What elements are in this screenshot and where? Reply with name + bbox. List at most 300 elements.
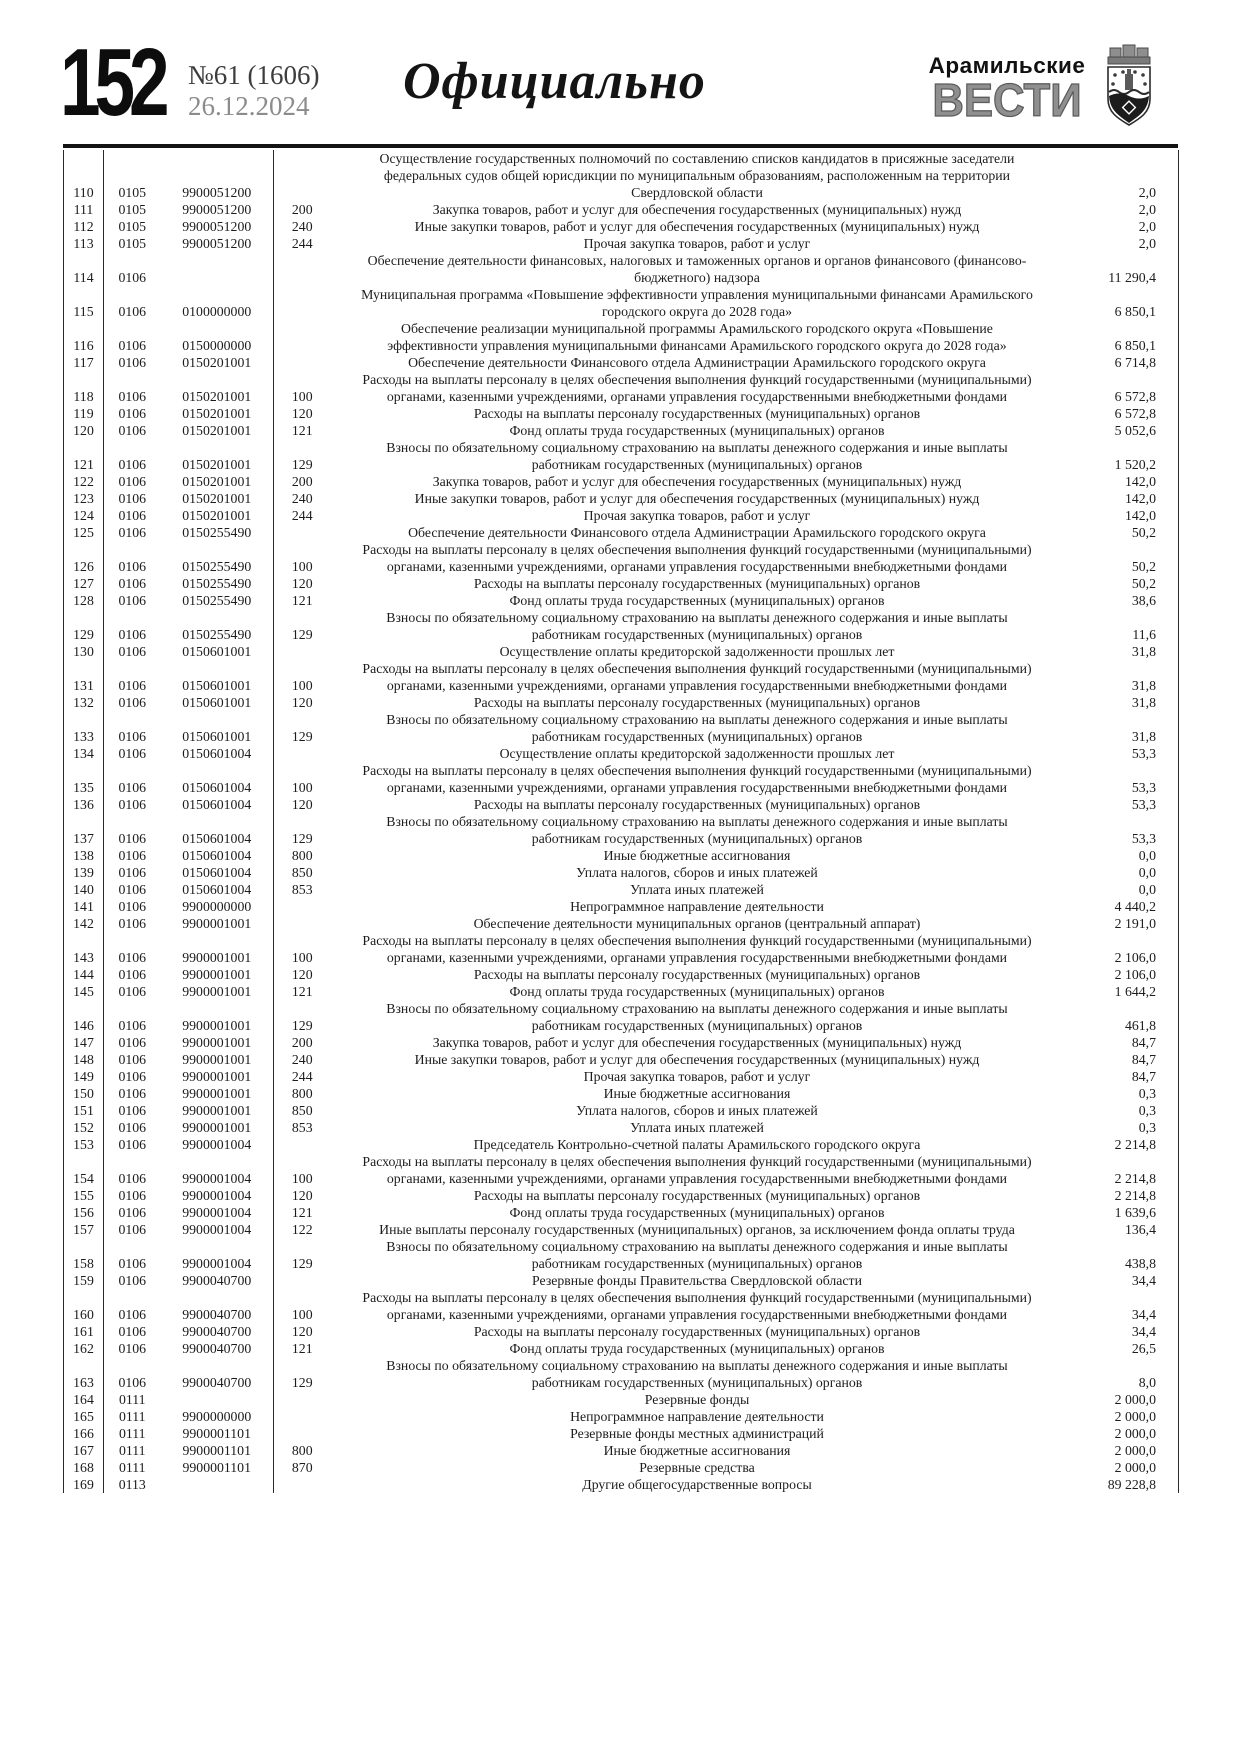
cell-target-article: 0150201001 — [161, 507, 274, 524]
cell-description: Иные бюджетные ассигнования — [603, 848, 791, 863]
cell-section-code: 0106 — [118, 1375, 147, 1390]
cell-description: Резервные фонды — [644, 1392, 750, 1407]
table-row — [64, 1187, 1179, 1204]
cell-expense-type: 120 — [291, 1188, 313, 1203]
cell-description: Фонд оплаты труда государственных (муниципальных) органов — [509, 984, 885, 999]
cell-section-code: 0106 — [118, 967, 147, 982]
cell-amount: 2 000,0 — [1114, 1443, 1156, 1458]
cell-amount: 34,4 — [1131, 1307, 1156, 1322]
cell-target-article: 0150601004 — [161, 745, 274, 762]
cell-amount: 11,6 — [1132, 627, 1156, 642]
cell-row-number: 149 — [64, 1068, 104, 1085]
cell-target-article: 0150255490 — [161, 609, 274, 643]
cell-section-code: 0105 — [118, 219, 147, 234]
cell-target-article: 9900001101 — [161, 1425, 274, 1442]
cell-target-article: 9900001001 — [161, 983, 274, 1000]
cell-description: Взносы по обязательному социальному страхованию на выплаты денежного содержания и иные выплаты работникам государственных (муниципальных) органов — [386, 1239, 1008, 1271]
cell-section-code: 0111 — [118, 1443, 146, 1458]
cell-description: Прочая закупка товаров, работ и услуг — [583, 236, 811, 251]
cell-row-number: 151 — [64, 1102, 104, 1119]
cell-row-number: 137 — [64, 813, 104, 847]
cell-description: Фонд оплаты труда государственных (муниципальных) органов — [509, 423, 885, 438]
table-row — [64, 524, 1179, 541]
cell-target-article: 9900001004 — [161, 1204, 274, 1221]
cell-expense-type: 129 — [291, 831, 313, 846]
cell-amount: 34,4 — [1131, 1324, 1156, 1339]
cell-description: Обеспечение деятельности муниципальных органов (центральный аппарат) — [473, 916, 921, 931]
cell-expense-type: 120 — [291, 695, 313, 710]
cell-row-number: 111 — [64, 201, 104, 218]
table-row — [64, 150, 1179, 201]
table-row — [64, 1323, 1179, 1340]
cell-expense-type: 121 — [291, 984, 313, 999]
cell-section-code: 0111 — [118, 1392, 146, 1407]
cell-row-number: 126 — [64, 541, 104, 575]
cell-amount: 2 106,0 — [1114, 967, 1156, 982]
cell-amount: 2 106,0 — [1114, 950, 1156, 965]
cell-description: Расходы на выплаты персоналу государственных (муниципальных) органов — [473, 695, 921, 710]
cell-description: Фонд оплаты труда государственных (муниципальных) органов — [509, 593, 885, 608]
cell-amount: 26,5 — [1131, 1341, 1156, 1356]
cell-expense-type: 121 — [291, 593, 313, 608]
cell-row-number: 159 — [64, 1272, 104, 1289]
cell-expense-type: 240 — [291, 491, 313, 506]
cell-description: Осуществление государственных полномочий по составлению списков кандидатов в присяжные заседатели федеральных судов общей юрисдикции по муниципальным образованиям, расположенным на территории Свердловской области — [379, 151, 1015, 200]
cell-section-code: 0106 — [118, 1307, 147, 1322]
cell-section-code: 0106 — [118, 1120, 147, 1135]
cell-expense-type: 129 — [291, 1256, 313, 1271]
cell-section-code: 0106 — [118, 457, 147, 472]
cell-section-code: 0105 — [118, 185, 147, 200]
cell-description: Муниципальная программа «Повышение эффективности управления муниципальными финансами Арамильского городского округа до 2028 года» — [361, 287, 1033, 319]
cell-section-code: 0106 — [118, 746, 147, 761]
cell-target-article: 9900040700 — [161, 1323, 274, 1340]
cell-row-number: 169 — [64, 1476, 104, 1493]
cell-expense-type: 129 — [291, 457, 313, 472]
cell-description: Иные бюджетные ассигнования — [603, 1086, 791, 1101]
cell-row-number: 125 — [64, 524, 104, 541]
cell-target-article: 0150601004 — [161, 847, 274, 864]
cell-target-article — [161, 1476, 274, 1493]
cell-expense-type: 100 — [291, 559, 313, 574]
cell-description: Расходы на выплаты персоналу государственных (муниципальных) органов — [473, 1324, 921, 1339]
cell-target-article: 0150601001 — [161, 711, 274, 745]
cell-section-code: 0106 — [118, 406, 147, 421]
cell-section-code: 0106 — [118, 678, 147, 693]
cell-description: Обеспечение деятельности финансовых, налоговых и таможенных органов и органов финансового (финансово-бюджетного) надзора — [367, 253, 1027, 285]
cell-target-article: 0150601004 — [161, 881, 274, 898]
cell-section-code: 0111 — [118, 1409, 146, 1424]
cell-row-number: 116 — [64, 320, 104, 354]
cell-amount: 89 228,8 — [1107, 1477, 1156, 1492]
cell-row-number: 138 — [64, 847, 104, 864]
cell-expense-type: 244 — [291, 508, 313, 523]
table-row — [64, 643, 1179, 660]
cell-row-number: 118 — [64, 371, 104, 405]
cell-section-code: 0106 — [118, 1018, 147, 1033]
cell-description: Иные закупки товаров, работ и услуг для обеспечения государственных (муниципальных) нужд — [414, 1052, 980, 1067]
cell-amount: 1 639,6 — [1114, 1205, 1156, 1220]
cell-target-article: 0150201001 — [161, 422, 274, 439]
cell-expense-type — [274, 1272, 331, 1289]
cell-description: Расходы на выплаты персоналу государственных (муниципальных) органов — [473, 406, 921, 421]
cell-description: Взносы по обязательному социальному страхованию на выплаты денежного содержания и иные выплаты работникам государственных (муниципальных) органов — [386, 610, 1008, 642]
cell-amount: 0,3 — [1138, 1086, 1156, 1101]
table-row — [64, 966, 1179, 983]
table-row — [64, 1238, 1179, 1272]
cell-row-number: 134 — [64, 745, 104, 762]
cell-expense-type: 100 — [291, 1307, 313, 1322]
cell-target-article — [161, 252, 274, 286]
cell-amount: 2 000,0 — [1114, 1409, 1156, 1424]
cell-amount: 0,0 — [1138, 848, 1156, 863]
cell-row-number: 121 — [64, 439, 104, 473]
cell-section-code: 0106 — [118, 1069, 147, 1084]
cell-row-number: 129 — [64, 609, 104, 643]
cell-section-code: 0106 — [118, 644, 147, 659]
cell-section-code: 0106 — [118, 797, 147, 812]
cell-row-number: 133 — [64, 711, 104, 745]
table-row — [64, 1357, 1179, 1391]
cell-row-number: 146 — [64, 1000, 104, 1034]
cell-amount: 84,7 — [1131, 1069, 1156, 1084]
table-row — [64, 235, 1179, 252]
cell-amount: 1 520,2 — [1114, 457, 1156, 472]
table-row — [64, 1272, 1179, 1289]
table-row — [64, 881, 1179, 898]
cell-row-number: 114 — [64, 252, 104, 286]
cell-expense-type: 129 — [291, 627, 313, 642]
table-row — [64, 1051, 1179, 1068]
cell-target-article: 9900051200 — [161, 218, 274, 235]
cell-target-article: 9900001001 — [161, 1000, 274, 1034]
table-row — [64, 898, 1179, 915]
cell-target-article: 0150601004 — [161, 813, 274, 847]
cell-description: Расходы на выплаты персоналу государственных (муниципальных) органов — [473, 1188, 921, 1203]
cell-expense-type — [274, 286, 331, 320]
cell-amount: 142,0 — [1124, 491, 1156, 506]
cell-target-article: 9900001001 — [161, 1102, 274, 1119]
cell-expense-type: 853 — [291, 882, 313, 897]
cell-row-number: 124 — [64, 507, 104, 524]
cell-amount: 6 572,8 — [1114, 406, 1156, 421]
cell-description: Расходы на выплаты персоналу государственных (муниципальных) органов — [473, 576, 921, 591]
cell-section-code: 0106 — [118, 338, 147, 353]
cell-expense-type: 800 — [291, 1086, 313, 1101]
cell-row-number: 150 — [64, 1085, 104, 1102]
cell-amount: 0,0 — [1138, 865, 1156, 880]
cell-amount: 4 440,2 — [1114, 899, 1156, 914]
cell-amount: 8,0 — [1138, 1375, 1156, 1390]
cell-amount: 84,7 — [1131, 1035, 1156, 1050]
table-row — [64, 660, 1179, 694]
cell-row-number: 161 — [64, 1323, 104, 1340]
cell-amount: 53,3 — [1131, 831, 1156, 846]
table-row — [64, 932, 1179, 966]
cell-target-article: 9900001101 — [161, 1459, 274, 1476]
cell-description: Уплата налогов, сборов и иных платежей — [576, 1103, 818, 1118]
cell-amount: 142,0 — [1124, 508, 1156, 523]
cell-row-number: 145 — [64, 983, 104, 1000]
table-row — [64, 575, 1179, 592]
cell-description: Взносы по обязательному социальному страхованию на выплаты денежного содержания и иные выплаты работникам государственных (муниципальных) органов — [386, 440, 1008, 472]
cell-target-article: 9900001001 — [161, 915, 274, 932]
cell-description: Взносы по обязательному социальному страхованию на выплаты денежного содержания и иные выплаты работникам государственных (муниципальных) органов — [386, 814, 1008, 846]
cell-description: Взносы по обязательному социальному страхованию на выплаты денежного содержания и иные выплаты работникам государственных (муниципальных) органов — [386, 1358, 1008, 1390]
cell-amount: 2,0 — [1138, 236, 1156, 251]
cell-row-number: 132 — [64, 694, 104, 711]
cell-expense-type: 240 — [291, 219, 313, 234]
cell-section-code: 0106 — [118, 1171, 147, 1186]
cell-description: Прочая закупка товаров, работ и услуг — [583, 508, 811, 523]
table-row — [64, 1204, 1179, 1221]
cell-target-article: 9900001001 — [161, 966, 274, 983]
cell-target-article: 0150201001 — [161, 405, 274, 422]
cell-expense-type: 121 — [291, 1205, 313, 1220]
cell-description: Прочая закупка товаров, работ и услуг — [583, 1069, 811, 1084]
cell-expense-type — [274, 150, 331, 201]
table-row — [64, 354, 1179, 371]
cell-row-number: 166 — [64, 1425, 104, 1442]
cell-description: Закупка товаров, работ и услуг для обеспечения государственных (муниципальных) нужд — [432, 474, 962, 489]
cell-section-code: 0105 — [118, 202, 147, 217]
cell-target-article: 0150201001 — [161, 371, 274, 405]
cell-section-code: 0106 — [118, 559, 147, 574]
cell-section-code: 0106 — [118, 593, 147, 608]
cell-section-code: 0106 — [118, 1086, 147, 1101]
table-row — [64, 1085, 1179, 1102]
cell-expense-type — [274, 1136, 331, 1153]
cell-expense-type: 122 — [291, 1222, 313, 1237]
cell-expense-type — [274, 1425, 331, 1442]
cell-section-code: 0106 — [118, 389, 147, 404]
cell-section-code: 0106 — [118, 576, 147, 591]
table-row — [64, 405, 1179, 422]
cell-target-article: 9900001001 — [161, 1119, 274, 1136]
cell-amount: 31,8 — [1131, 695, 1156, 710]
cell-row-number: 141 — [64, 898, 104, 915]
cell-description: Взносы по обязательному социальному страхованию на выплаты денежного содержания и иные выплаты работникам государственных (муниципальных) органов — [386, 712, 1008, 744]
cell-target-article: 0150201001 — [161, 490, 274, 507]
cell-expense-type: 850 — [291, 1103, 313, 1118]
cell-expense-type: 129 — [291, 1018, 313, 1033]
cell-row-number: 113 — [64, 235, 104, 252]
cell-section-code: 0106 — [118, 355, 147, 370]
table-row — [64, 541, 1179, 575]
cell-description: Резервные фонды местных администраций — [570, 1426, 824, 1441]
cell-section-code: 0106 — [118, 729, 147, 744]
cell-target-article: 0150601001 — [161, 660, 274, 694]
cell-expense-type — [274, 1476, 331, 1493]
cell-description: Расходы на выплаты персоналу в целях обеспечения выполнения функций государственными (муниципальными) органами, казенными учреждениями, органами управления государственными внебюджетными фондами — [362, 1154, 1032, 1186]
cell-section-code: 0111 — [118, 1426, 146, 1441]
cell-row-number: 139 — [64, 864, 104, 881]
table-row — [64, 422, 1179, 439]
cell-amount: 5 052,6 — [1114, 423, 1156, 438]
issue-block — [188, 60, 320, 122]
cell-section-code: 0106 — [118, 695, 147, 710]
cell-expense-type: 240 — [291, 1052, 313, 1067]
cell-section-code: 0105 — [118, 236, 147, 251]
page-number: 152 — [60, 29, 164, 136]
table-row — [64, 286, 1179, 320]
cell-expense-type: 100 — [291, 389, 313, 404]
cell-amount: 11 290,4 — [1108, 270, 1156, 285]
cell-row-number: 157 — [64, 1221, 104, 1238]
cell-description: Иные выплаты персоналу государственных (муниципальных) органов, за исключением фонда оплаты труда — [379, 1222, 1015, 1237]
cell-target-article: 0150601004 — [161, 796, 274, 813]
cell-expense-type — [274, 320, 331, 354]
cell-description: Расходы на выплаты персоналу в целях обеспечения выполнения функций государственными (муниципальными) органами, казенными учреждениями, органами управления государственными внебюджетными фондами — [362, 1290, 1032, 1322]
cell-section-code: 0106 — [118, 1137, 147, 1152]
table-row — [64, 847, 1179, 864]
cell-expense-type — [274, 354, 331, 371]
cell-expense-type: 200 — [291, 1035, 313, 1050]
cell-description: Расходы на выплаты персоналу в целях обеспечения выполнения функций государственными (муниципальными) органами, казенными учреждениями, органами управления государственными внебюджетными фондами — [362, 661, 1032, 693]
brand-name-bottom: ВЕСТИ — [932, 74, 1082, 126]
cell-expense-type — [274, 1391, 331, 1408]
cell-section-code: 0106 — [118, 984, 147, 999]
newspaper-brand — [928, 53, 1086, 126]
cell-amount: 438,8 — [1124, 1256, 1156, 1271]
cell-amount: 31,8 — [1131, 678, 1156, 693]
cell-section-code: 0106 — [118, 848, 147, 863]
cell-target-article: 0150601004 — [161, 864, 274, 881]
cell-row-number: 158 — [64, 1238, 104, 1272]
cell-amount: 31,8 — [1131, 729, 1156, 744]
cell-expense-type — [274, 643, 331, 660]
cell-row-number: 130 — [64, 643, 104, 660]
cell-section-code: 0106 — [118, 1205, 147, 1220]
cell-amount: 50,2 — [1131, 576, 1156, 591]
cell-description: Иные закупки товаров, работ и услуг для обеспечения государственных (муниципальных) нужд — [414, 219, 980, 234]
cell-amount: 0,3 — [1138, 1120, 1156, 1135]
cell-expense-type — [274, 915, 331, 932]
cell-row-number: 119 — [64, 405, 104, 422]
cell-section-code: 0106 — [118, 1188, 147, 1203]
cell-amount: 6 850,1 — [1114, 304, 1156, 319]
cell-amount: 2 214,8 — [1114, 1188, 1156, 1203]
cell-amount: 53,3 — [1131, 797, 1156, 812]
cell-amount: 2,0 — [1138, 202, 1156, 217]
cell-target-article: 9900001001 — [161, 1085, 274, 1102]
cell-amount: 136,4 — [1124, 1222, 1156, 1237]
cell-description: Уплата налогов, сборов и иных платежей — [576, 865, 818, 880]
cell-target-article: 0150255490 — [161, 524, 274, 541]
cell-section-code: 0106 — [118, 899, 147, 914]
cell-description: Другие общегосударственные вопросы — [582, 1477, 812, 1492]
cell-amount: 38,6 — [1131, 593, 1156, 608]
cell-description: Расходы на выплаты персоналу в целях обеспечения выполнения функций государственными (муниципальными) органами, казенными учреждениями, органами управления государственными внебюджетными фондами — [362, 372, 1032, 404]
cell-expense-type: 120 — [291, 406, 313, 421]
cell-expense-type: 121 — [291, 423, 313, 438]
table-row — [64, 507, 1179, 524]
cell-target-article: 9900001001 — [161, 932, 274, 966]
cell-target-article: 9900000000 — [161, 898, 274, 915]
cell-row-number: 167 — [64, 1442, 104, 1459]
cell-section-code: 0106 — [118, 916, 147, 931]
table-row — [64, 1459, 1179, 1476]
budget-table-body — [64, 150, 1179, 1493]
table-row — [64, 864, 1179, 881]
cell-target-article — [161, 1391, 274, 1408]
cell-expense-type: 244 — [291, 236, 313, 251]
table-row — [64, 983, 1179, 1000]
cell-row-number: 110 — [64, 150, 104, 201]
table-row — [64, 218, 1179, 235]
cell-target-article: 9900001101 — [161, 1442, 274, 1459]
cell-row-number: 123 — [64, 490, 104, 507]
cell-amount: 2 191,0 — [1114, 916, 1156, 931]
cell-amount: 461,8 — [1124, 1018, 1156, 1033]
cell-description: Взносы по обязательному социальному страхованию на выплаты денежного содержания и иные выплаты работникам государственных (муниципальных) органов — [386, 1001, 1008, 1033]
table-row — [64, 813, 1179, 847]
cell-amount: 31,8 — [1131, 644, 1156, 659]
cell-row-number: 168 — [64, 1459, 104, 1476]
cell-section-code: 0106 — [118, 1341, 147, 1356]
brand-name-top: Арамильские — [928, 53, 1086, 78]
cell-expense-type: 121 — [291, 1341, 313, 1356]
cell-expense-type: 200 — [291, 474, 313, 489]
cell-amount: 1 644,2 — [1114, 984, 1156, 999]
cell-row-number: 162 — [64, 1340, 104, 1357]
cell-section-code: 0113 — [118, 1477, 146, 1492]
cell-section-code: 0111 — [118, 1460, 146, 1475]
cell-expense-type: 853 — [291, 1120, 313, 1135]
cell-section-code: 0106 — [118, 1035, 147, 1050]
cell-row-number: 155 — [64, 1187, 104, 1204]
cell-section-code: 0106 — [118, 1324, 147, 1339]
table-row — [64, 915, 1179, 932]
cell-description: Фонд оплаты труда государственных (муниципальных) органов — [509, 1205, 885, 1220]
cell-target-article: 9900001001 — [161, 1051, 274, 1068]
cell-amount: 2 214,8 — [1114, 1137, 1156, 1152]
cell-row-number: 135 — [64, 762, 104, 796]
cell-amount: 2 214,8 — [1114, 1171, 1156, 1186]
budget-table-wrap — [63, 150, 1178, 1493]
table-row — [64, 1476, 1179, 1493]
cell-expense-type: 129 — [291, 1375, 313, 1390]
cell-expense-type: 129 — [291, 729, 313, 744]
cell-target-article: 9900001004 — [161, 1187, 274, 1204]
cell-target-article: 0150201001 — [161, 473, 274, 490]
cell-target-article: 9900051200 — [161, 201, 274, 218]
cell-row-number: 127 — [64, 575, 104, 592]
table-row — [64, 796, 1179, 813]
cell-expense-type — [274, 524, 331, 541]
cell-target-article: 0150201001 — [161, 439, 274, 473]
cell-section-code: 0106 — [118, 865, 147, 880]
cell-expense-type — [274, 745, 331, 762]
cell-section-code: 0106 — [118, 1222, 147, 1237]
table-row — [64, 711, 1179, 745]
cell-section-code: 0106 — [118, 1052, 147, 1067]
cell-amount: 50,2 — [1131, 525, 1156, 540]
cell-row-number: 164 — [64, 1391, 104, 1408]
cell-amount: 0,0 — [1138, 882, 1156, 897]
cell-row-number: 156 — [64, 1204, 104, 1221]
cell-amount: 2 000,0 — [1114, 1426, 1156, 1441]
cell-amount: 2,0 — [1138, 185, 1156, 200]
cell-amount: 34,4 — [1131, 1273, 1156, 1288]
table-row — [64, 1000, 1179, 1034]
coat-of-arms-icon — [1101, 44, 1157, 135]
cell-expense-type: 120 — [291, 967, 313, 982]
cell-amount: 2 000,0 — [1114, 1460, 1156, 1475]
cell-row-number: 143 — [64, 932, 104, 966]
cell-target-article: 0150601001 — [161, 694, 274, 711]
cell-expense-type: 850 — [291, 865, 313, 880]
